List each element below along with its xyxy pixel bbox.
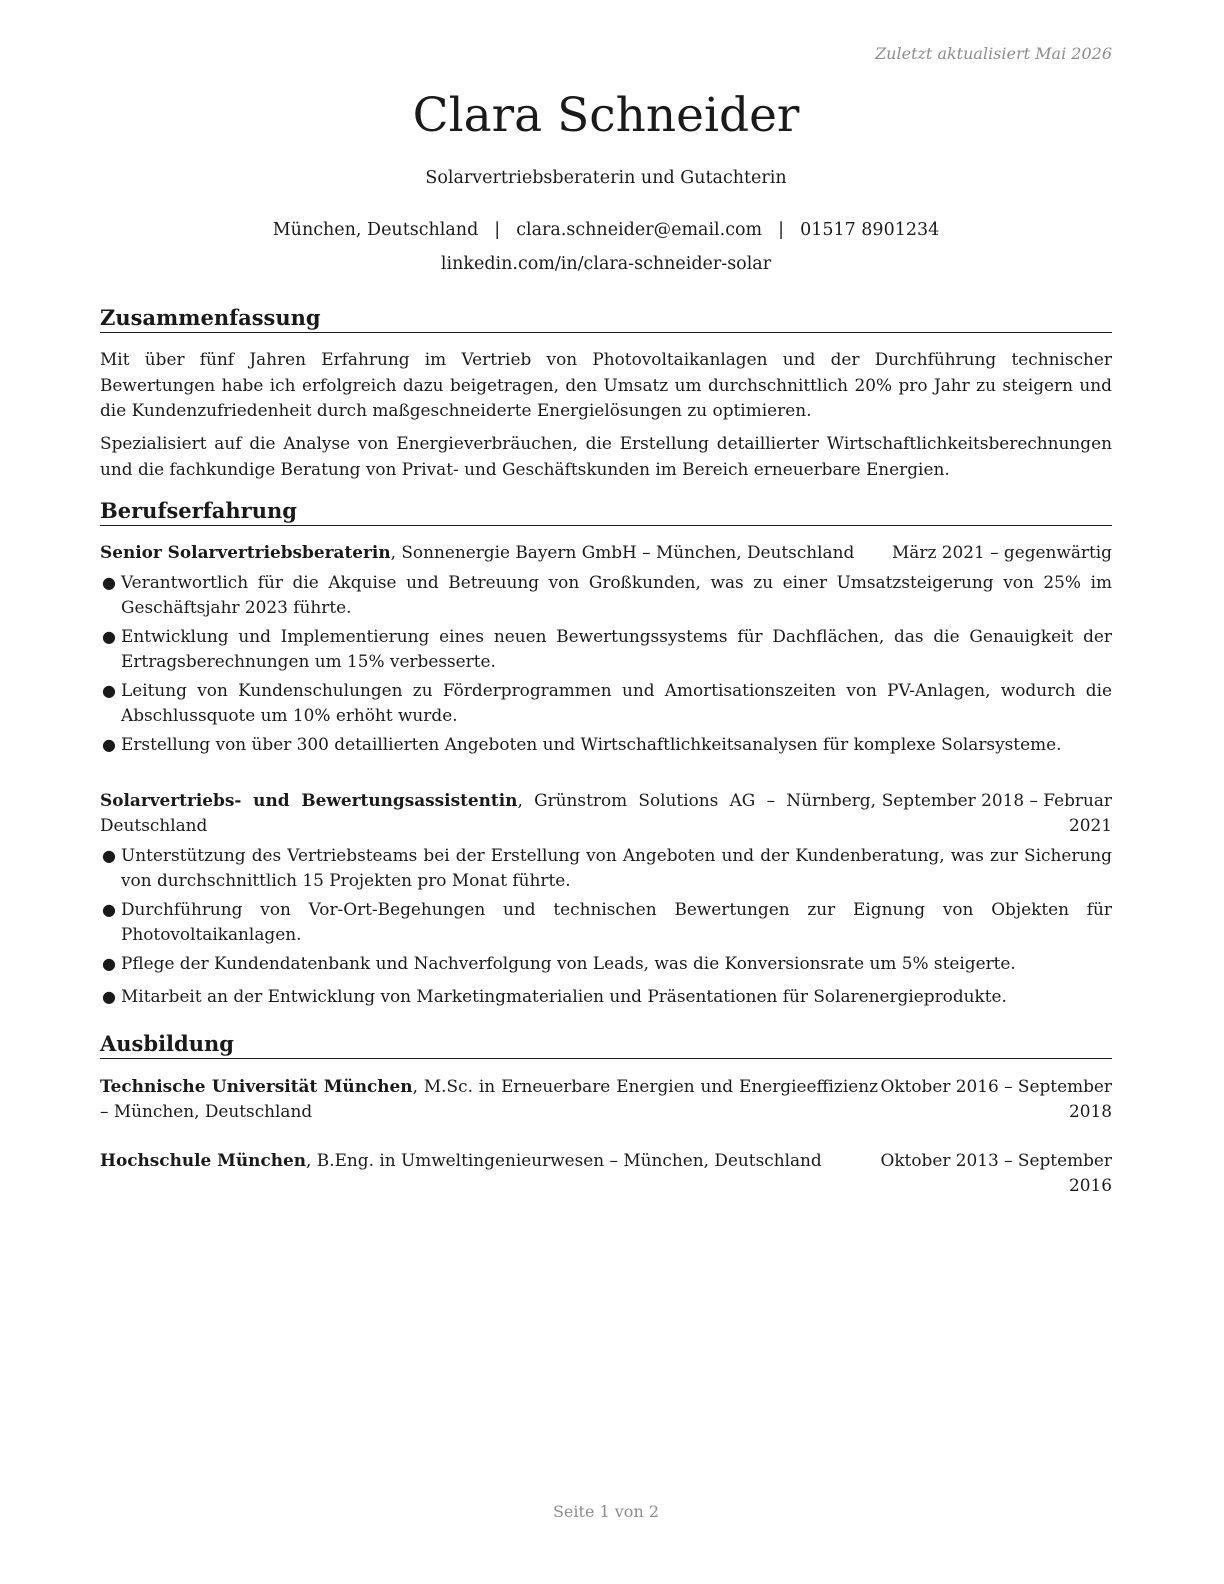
- section-title-education: Ausbildung: [100, 1031, 1112, 1059]
- bullet-icon: ●: [102, 681, 116, 700]
- bullet-icon: ●: [102, 900, 116, 919]
- last-updated: Zuletzt aktualisiert Mai 2026: [875, 44, 1112, 63]
- job-role-company: [100, 788, 876, 838]
- section-title-summary: Zusammenfassung: [100, 305, 1112, 333]
- education-school: Hochschule München: [100, 1150, 307, 1170]
- bullet-icon: ●: [102, 987, 116, 1006]
- summary-paragraph-1: Mit über fünf Jahren Erfahrung im Vertrieb von Photovoltaikanlagen und der Durchführung technischer Bewertungen habe ich erfolgreich dazu beigetragen, den Umsatz um durchschnittlich 20% pro Jahr zu steigern und die Kundenzufriedenheit durch maßgeschneiderte Energielösungen zu optimieren.: [100, 349, 1112, 420]
- education-school: Technische Universität München: [100, 1076, 413, 1096]
- job-bullets: [100, 570, 1112, 757]
- bullet-icon: ●: [102, 627, 116, 646]
- education-entry: [100, 1148, 1112, 1198]
- linkedin-link[interactable]: linkedin.com/in/clara-schneider-solar: [440, 254, 772, 274]
- contact-line: [100, 220, 1112, 240]
- list-item: ● Mitarbeit an der Entwicklung von Marketingmaterialien und Präsentationen für Solarenergieprodukte.: [100, 984, 1112, 1009]
- separator: |: [494, 220, 501, 240]
- job-company: , Grünstrom Solutions AG – Nürnberg, Deutschland: [100, 790, 876, 835]
- list-item: ● Unterstützung des Vertriebsteams bei der Erstellung von Angeboten und der Kundenberatung, was zur Sicherung von durchschnittlich 15 Projekten pro Monat führte.: [102, 845, 1112, 890]
- list-item: ● Verantwortlich für die Akquise und Betreuung von Großkunden, was zu einer Umsatzsteigerung von 25% im Geschäftsjahr 2023 führte.: [102, 572, 1112, 617]
- list-item: ● Pflege der Kundendatenbank und Nachverfolgung von Leads, was die Konversionsrate um 5% steigerte.: [100, 951, 1112, 976]
- phone[interactable]: 01517 8901234: [800, 220, 940, 240]
- job-role-company: [100, 540, 860, 565]
- list-item: ● Entwicklung und Implementierung eines neuen Bewertungssystems für Dachflächen, das die Genauigkeit der Ertragsberechnungen um 15% verbesserte.: [102, 626, 1112, 671]
- separator: |: [778, 220, 785, 240]
- job-title: Solarvertriebsberaterin und Gutachterin: [425, 168, 787, 188]
- job-role: Senior Solarvertriebsberaterin: [100, 542, 391, 562]
- email[interactable]: clara.schneider@email.com: [516, 220, 763, 240]
- education-school-degree: [100, 1148, 840, 1173]
- location: München, Deutschland: [272, 220, 479, 240]
- job-dates: März 2021 – gegenwärtig: [892, 542, 1112, 562]
- list-item: ● Erstellung von über 300 detaillierten Angeboten und Wirtschaftlichkeitsanalysen für komplexe Solarsysteme.: [100, 732, 1112, 757]
- education-dates: Oktober 2013 – September 2016: [880, 1150, 1112, 1195]
- job-company: , Sonnenergie Bayern GmbH – München, Deutschland: [390, 542, 855, 562]
- bullet-icon: ●: [102, 846, 116, 865]
- job-role: Solarvertriebs- und Bewertungsassistentin: [100, 790, 518, 810]
- resume-page: [100, 0, 1112, 1584]
- education-school-degree: [100, 1074, 878, 1124]
- page-number: Seite 1 von 2: [552, 1502, 660, 1521]
- education-entry: [100, 1074, 1112, 1124]
- section-title-experience: Berufserfahrung: [100, 498, 1112, 526]
- bullet-icon: ●: [102, 573, 116, 592]
- job-header: [100, 540, 1112, 565]
- education-dates: Oktober 2016 – September 2018: [880, 1076, 1112, 1121]
- job-header: [100, 788, 1112, 838]
- education-degree: , B.Eng. in Umweltingenieurwesen – München, Deutschland: [306, 1150, 822, 1170]
- list-item: ● Leitung von Kundenschulungen zu Förderprogrammen und Amortisationszeiten von PV-Anlagen, wodurch die Abschlussquote um 10% erhöht wurde.: [102, 680, 1112, 725]
- education-degree: , M.Sc. in Erneuerbare Energien und Energieeffizienz – München, Deutschland: [100, 1076, 878, 1121]
- candidate-name: Clara Schneider: [412, 88, 800, 143]
- bullet-icon: ●: [102, 954, 116, 973]
- job-bullets: [100, 843, 1112, 1009]
- bullet-icon: ●: [102, 735, 116, 754]
- summary-paragraph-2: Spezialisiert auf die Analyse von Energieverbräuchen, die Erstellung detaillierter Wirtschaftlichkeitsberechnungen und die fachkundige Beratung von Privat- und Geschäftskunden im Bereich erneuerbare Energien.: [100, 433, 1112, 479]
- job-dates: September 2018 – Februar 2021: [881, 790, 1112, 835]
- list-item: ● Durchführung von Vor-Ort-Begehungen und technischen Bewertungen zur Eignung von Objekten für Photovoltaikanlagen.: [102, 899, 1112, 944]
